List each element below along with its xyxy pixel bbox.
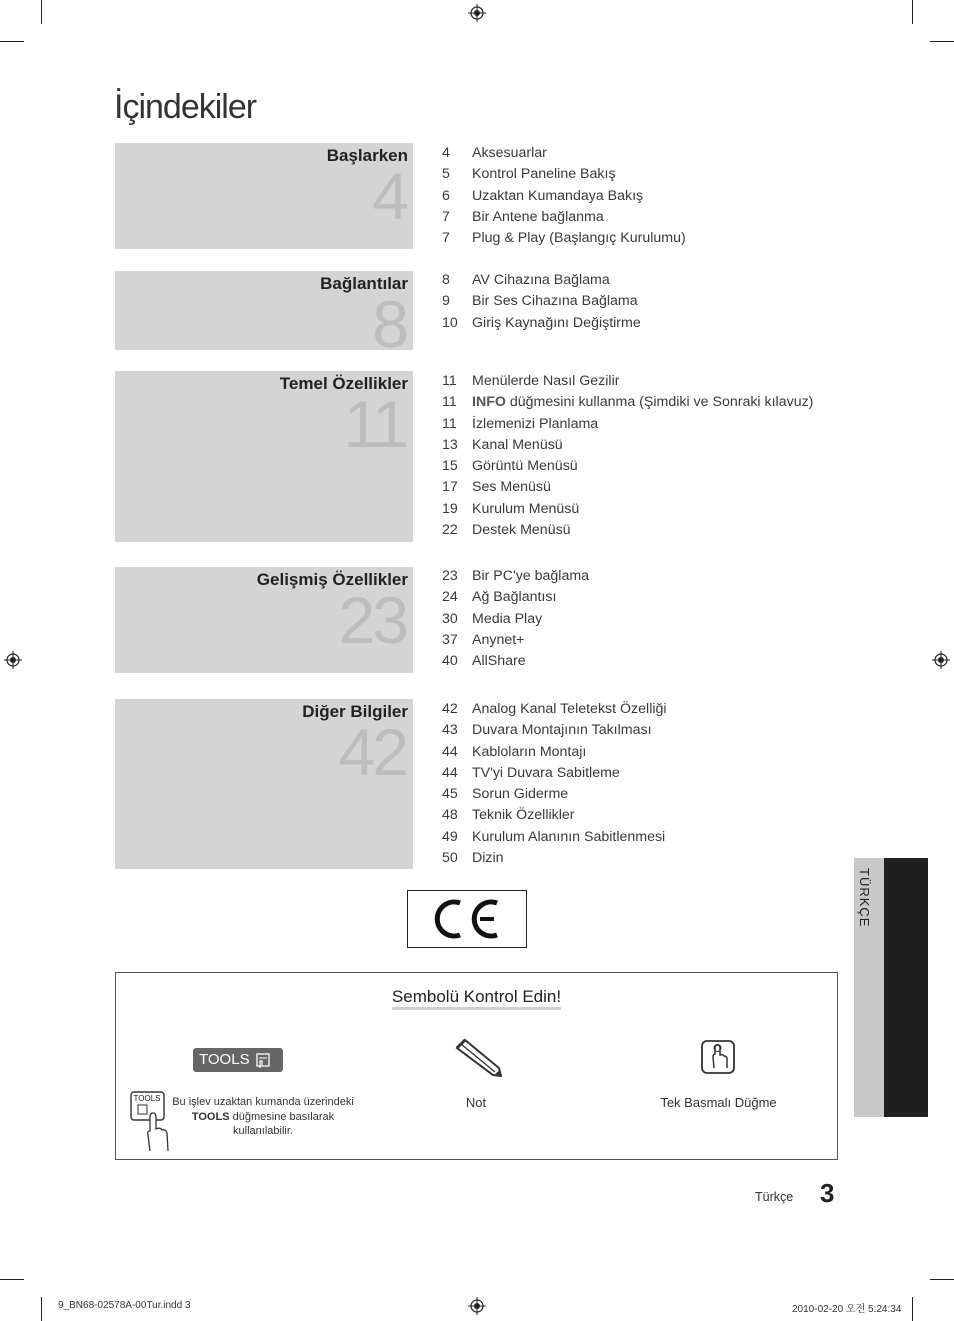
toc-text: Kurulum Alanının Sabitlenmesi xyxy=(472,828,666,845)
toc-page: 10 xyxy=(442,314,458,331)
toc-page: 22 xyxy=(442,522,458,539)
toc-page: 15 xyxy=(442,458,458,475)
toc-page: 6 xyxy=(442,187,450,204)
toc-item[interactable] xyxy=(442,392,813,413)
toc-item[interactable] xyxy=(442,720,667,741)
remote-tools-button-icon xyxy=(130,1091,172,1153)
toc-text: Anynet+ xyxy=(472,631,525,648)
ce-mark-icon xyxy=(408,891,526,947)
toc-page: 9 xyxy=(442,293,450,310)
section-box-diger-bilgiler xyxy=(115,699,413,869)
toc-text: Teknik Özellikler xyxy=(472,807,575,824)
toc-page: 48 xyxy=(442,807,458,824)
toc-text: Aksesuarlar xyxy=(472,145,547,161)
toc-page: 37 xyxy=(442,631,458,648)
tools-desc-keyword: TOOLS xyxy=(191,1110,230,1123)
toc-text: İzlemenizi Planlama xyxy=(472,415,599,432)
toc-text: Ses Menüsü xyxy=(472,479,551,496)
section-number: 8 xyxy=(372,287,406,361)
toc-page: 7 xyxy=(442,230,450,247)
section-title: Bağlantılar xyxy=(320,274,408,293)
toc-item[interactable] xyxy=(442,270,641,291)
crop-mark xyxy=(41,0,42,24)
toc-page: 11 xyxy=(442,415,457,432)
toc-list-gelismis-ozellikler xyxy=(442,566,589,672)
toc-text: Sorun Giderme xyxy=(472,786,569,803)
toc-text: TV'yi Duvara Sabitleme xyxy=(472,764,620,781)
crop-mark xyxy=(930,41,954,42)
toc-item[interactable] xyxy=(442,651,589,672)
one-touch-button-caption: Tek Basmalı Düğme xyxy=(660,1095,777,1110)
language-tab-black xyxy=(884,858,928,1117)
toc-item[interactable] xyxy=(442,805,667,826)
toc-page: 23 xyxy=(442,568,458,584)
toc-text: Bir PC'ye bağlama xyxy=(472,568,590,584)
toc-item[interactable] xyxy=(442,520,813,541)
page-title: İçindekiler xyxy=(114,88,257,126)
toc-text: Media Play xyxy=(472,610,543,627)
toc-item[interactable] xyxy=(442,207,686,228)
crop-mark xyxy=(930,1279,954,1280)
toc-page: 43 xyxy=(442,722,458,739)
toc-item[interactable] xyxy=(442,827,667,848)
toc-item[interactable] xyxy=(442,143,686,164)
slug-file: 9_BN68-02578A-00Tur.indd 3 xyxy=(58,1300,191,1311)
toc-page: 11 xyxy=(442,394,457,411)
toc-item[interactable] xyxy=(442,742,667,763)
tools-description xyxy=(168,1095,358,1139)
registration-mark-icon xyxy=(4,651,22,669)
tools-badge xyxy=(193,1048,283,1072)
toc-item[interactable] xyxy=(442,477,813,498)
footer-page-number: 3 xyxy=(820,1178,835,1208)
toc-item[interactable] xyxy=(442,313,641,334)
toc-text: Bir Ses Cihazına Bağlama xyxy=(472,293,638,310)
tools-desc-line1: Bu işlev uzaktan kumanda üzerindeki xyxy=(172,1096,354,1108)
toc-text: Kontrol Paneline Bakış xyxy=(472,166,616,183)
toc-text: Kurulum Menüsü xyxy=(472,500,580,517)
crop-mark xyxy=(912,0,913,24)
toc-text: Bir Antene bağlanma xyxy=(472,208,604,225)
section-box-temel-ozellikler xyxy=(115,371,413,542)
toc-item[interactable] xyxy=(442,371,813,392)
toc-page: 44 xyxy=(442,764,458,781)
crop-mark xyxy=(41,1297,42,1321)
one-touch-button-icon xyxy=(700,1039,736,1075)
toc-text: Dizin xyxy=(472,850,504,867)
toc-page: 11 xyxy=(442,373,457,389)
section-title: Gelişmiş Özellikler xyxy=(256,570,408,589)
toc-list-temel-ozellikler xyxy=(442,371,813,541)
toc-page: 30 xyxy=(442,610,458,627)
toc-item[interactable] xyxy=(442,763,667,784)
toc-text: Menülerde Nasıl Gezilir xyxy=(472,373,620,389)
section-title: Temel Özellikler xyxy=(279,374,408,393)
toc-item[interactable] xyxy=(442,848,667,869)
toc-item[interactable] xyxy=(442,456,813,477)
toc-text: Kanal Menüsü xyxy=(472,436,563,453)
crop-mark xyxy=(0,1279,24,1280)
toc-page: 42 xyxy=(442,701,458,717)
symbol-legend-box xyxy=(115,972,838,1160)
toc-page: 17 xyxy=(442,479,458,496)
toc-page: 7 xyxy=(442,208,450,225)
toc-page: 45 xyxy=(442,786,458,803)
tools-badge-label: TOOLS xyxy=(199,1051,250,1069)
toc-item[interactable] xyxy=(442,164,686,185)
section-number: 23 xyxy=(338,583,406,657)
symbol-legend-title-text: Sembolü Kontrol Edin! xyxy=(392,987,561,1010)
toc-text: AllShare xyxy=(472,653,526,670)
toc-page: 49 xyxy=(442,828,458,845)
section-number: 11 xyxy=(343,387,406,461)
footer-language: Türkçe xyxy=(755,1190,794,1204)
toc-item[interactable] xyxy=(442,630,589,651)
toc-page: 19 xyxy=(442,500,458,517)
toc-page: 40 xyxy=(442,653,458,670)
section-box-gelismis-ozellikler xyxy=(115,567,413,673)
registration-mark-icon xyxy=(468,1297,486,1315)
toc-text: Duvara Montajının Takılması xyxy=(472,722,652,739)
toc-page: 4 xyxy=(442,145,450,161)
section-title: Diğer Bilgiler xyxy=(302,702,408,721)
toc-list-baslarken xyxy=(442,143,686,249)
toc-item[interactable] xyxy=(442,414,813,435)
registration-mark-icon xyxy=(932,651,950,669)
toc-item[interactable] xyxy=(442,609,589,630)
tools-desc-line2: düğmesine basılarak xyxy=(229,1110,335,1123)
toc-item[interactable] xyxy=(442,587,589,608)
toc-text: AV Cihazına Bağlama xyxy=(472,272,610,288)
toc-page: 50 xyxy=(442,850,458,867)
tools-hand-icon xyxy=(254,1051,272,1069)
toc-item[interactable] xyxy=(442,699,667,720)
toc-item[interactable] xyxy=(442,566,589,587)
toc-text: Ağ Bağlantısı xyxy=(472,589,557,606)
section-box-baglantilar xyxy=(115,271,413,361)
note-pencil-icon xyxy=(451,1038,506,1080)
toc-text: Plug & Play (Başlangıç Kurulumu) xyxy=(472,230,686,247)
symbol-legend-title xyxy=(116,987,837,1007)
info-keyword: INFO xyxy=(472,394,506,411)
toc-item[interactable] xyxy=(442,291,641,312)
toc-page: 5 xyxy=(442,166,450,183)
note-caption: Not xyxy=(465,1095,487,1110)
toc-text: Görüntü Menüsü xyxy=(472,458,578,475)
toc-item[interactable] xyxy=(442,435,813,456)
toc-text: Analog Kanal Teletekst Özelliği xyxy=(472,701,667,717)
toc-page: 8 xyxy=(442,272,450,288)
section-number: 4 xyxy=(372,159,406,233)
remote-button-label: TOOLS xyxy=(133,1094,161,1103)
toc-text: Uzaktan Kumandaya Bakış xyxy=(472,187,644,204)
toc-page: 24 xyxy=(442,589,458,606)
section-number: 42 xyxy=(338,715,406,789)
crop-mark xyxy=(912,1297,913,1321)
crop-mark xyxy=(0,41,24,42)
toc-text: düğmesini kullanma (Şimdiki ve Sonraki kılavuz) xyxy=(505,394,814,411)
tools-desc-line3: kullanılabilir. xyxy=(233,1125,293,1137)
section-box-baslarken xyxy=(115,143,413,249)
toc-item[interactable] xyxy=(442,228,686,249)
toc-item[interactable] xyxy=(442,784,667,805)
toc-text: Kabloların Montajı xyxy=(472,743,587,760)
toc-item[interactable] xyxy=(442,499,813,520)
registration-mark-icon xyxy=(468,4,486,22)
toc-page: 44 xyxy=(442,743,458,760)
ce-mark-box xyxy=(407,890,527,948)
language-tab-label: TÜRKÇE xyxy=(857,868,872,928)
slug-date: 2010-02-20 오전 5:24:34 xyxy=(792,1304,902,1315)
toc-text: Giriş Kaynağını Değiştirme xyxy=(472,314,641,331)
toc-item[interactable] xyxy=(442,186,686,207)
toc-text: Destek Menüsü xyxy=(472,522,571,539)
toc-page: 13 xyxy=(442,436,458,453)
toc-list-diger-bilgiler xyxy=(442,699,667,869)
section-title: Başlarken xyxy=(326,146,408,165)
toc-list-baglantilar xyxy=(442,270,641,334)
